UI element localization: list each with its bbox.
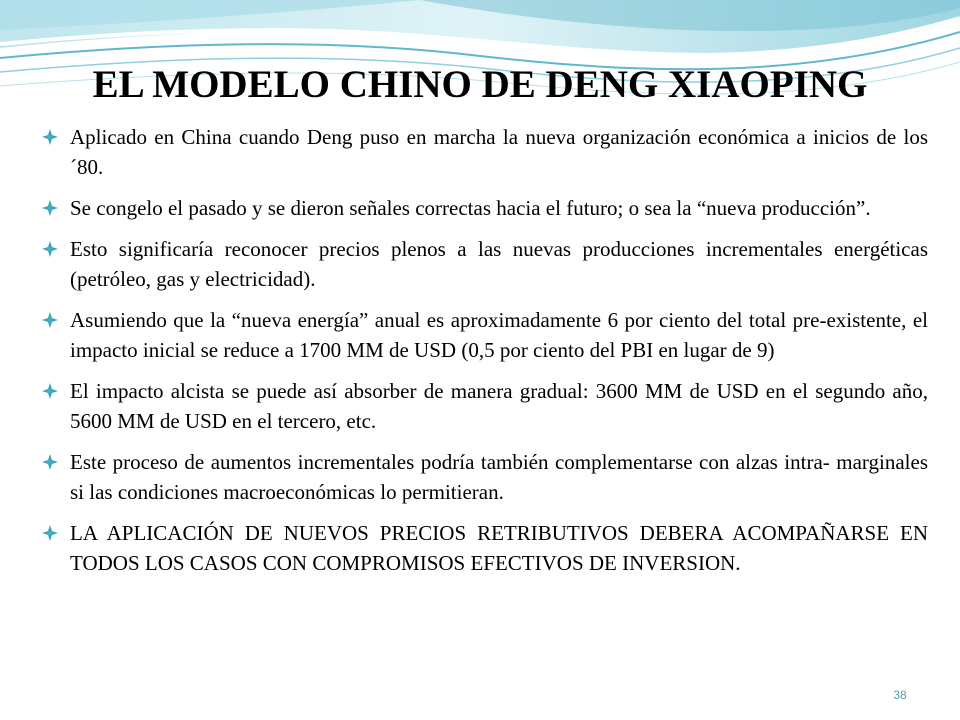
bullet-text: Se congelo el pasado y se dieron señales correctas hacia el futuro; o sea la “nueva producción”. [70, 196, 871, 220]
diamond-bullet-icon [42, 525, 58, 541]
page-number: 38 [893, 688, 907, 702]
bullet-text: LA APLICACIÓN DE NUEVOS PRECIOS RETRIBUTIVOS DEBERA ACOMPAÑARSE EN TODOS LOS CASOS CON COMPROMISOS EFECTIVOS DE INVERSION. [70, 521, 928, 575]
diamond-bullet-icon [42, 312, 58, 328]
diamond-bullet-icon [42, 129, 58, 145]
bullet-item [40, 305, 928, 365]
bullet-item [40, 376, 928, 436]
diamond-bullet-icon [42, 454, 58, 470]
bullet-text: Esto significaría reconocer precios plenos a las nuevas producciones incrementales energéticas (petróleo, gas y electricidad). [70, 237, 928, 291]
bullet-item [40, 447, 928, 507]
bullet-text: Asumiendo que la “nueva energía” anual es aproximadamente 6 por ciento del total pre-existente, el impacto inicial se reduce a 1700 MM de USD (0,5 por ciento del PBI en lugar de 9) [70, 308, 928, 362]
bullet-item [40, 193, 928, 223]
bullet-list [40, 122, 928, 589]
bullet-text: Aplicado en China cuando Deng puso en marcha la nueva organización económica a inicios de los ´80. [70, 125, 928, 179]
bullet-text: Este proceso de aumentos incrementales podría también complementarse con alzas intra- marginales si las condiciones macroeconómicas lo permitieran. [70, 450, 928, 504]
diamond-bullet-icon [42, 200, 58, 216]
slide-title: EL MODELO CHINO DE DENG XIAOPING [92, 63, 868, 106]
bullet-item [40, 122, 928, 182]
bullet-item [40, 234, 928, 294]
diamond-bullet-icon [42, 383, 58, 399]
bullet-text: El impacto alcista se puede así absorber de manera gradual: 3600 MM de USD en el segundo año, 5600 MM de USD en el tercero, etc. [70, 379, 928, 433]
diamond-bullet-icon [42, 241, 58, 257]
bullet-item [40, 518, 928, 578]
